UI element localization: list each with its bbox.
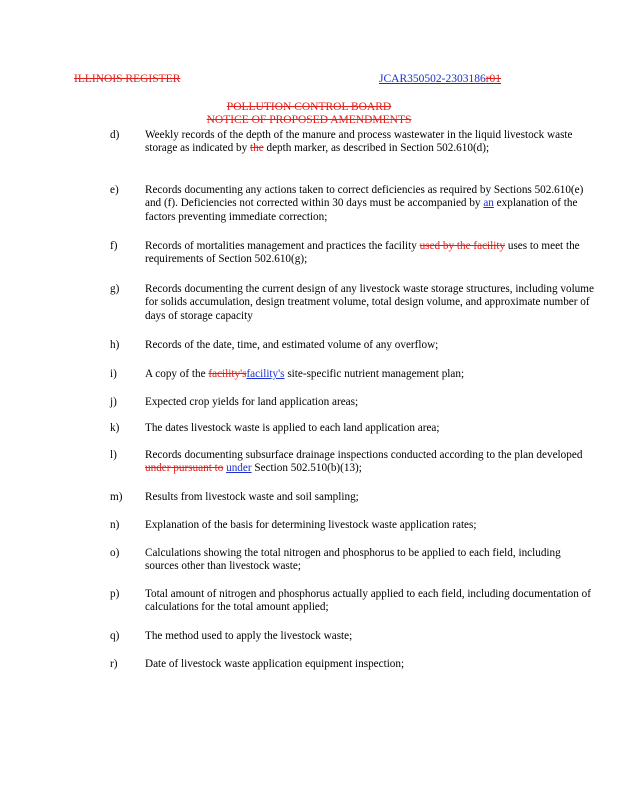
item-text: [145, 396, 595, 409]
jcar-code-main: JCAR350502-2303186: [379, 73, 486, 85]
item-letter: h): [110, 339, 120, 351]
item-letter: l): [110, 449, 117, 461]
item-text: [145, 491, 595, 504]
text-segment: Weekly records of the depth of the manure and process wastewater in the liquid livestock waste storage as indicated by: [145, 129, 573, 155]
deleted-text: the: [250, 142, 264, 155]
deleted-text: facility's: [208, 368, 247, 380]
text-segment: site-specific nutrient management plan;: [284, 368, 465, 380]
item-text: [145, 283, 595, 323]
item-text: [145, 449, 595, 476]
item-text: [145, 339, 595, 352]
item-letter: i): [110, 368, 117, 380]
item-letter: p): [110, 588, 120, 600]
agency-title: POLLUTION CONTROL BOARD: [226, 101, 392, 113]
text-segment: Section 502.510(b)(13);: [251, 462, 362, 475]
item-text: [145, 129, 595, 156]
item-letter: k): [110, 422, 120, 434]
item-letter: d): [110, 129, 120, 141]
item-text: [145, 184, 595, 224]
text-segment: Records documenting subsurface drainage inspections conducted according to the plan developed: [145, 449, 583, 461]
item-letter: f): [110, 240, 118, 252]
text-segment: Records documenting the current design of any livestock waste storage structures, including volume for solids accumulation, design treatment volume, total design volume, and approximate number of days of storage capacity: [145, 283, 594, 322]
text-segment: A copy of the: [145, 368, 209, 380]
text-segment: Calculations showing the total nitrogen and phosphorus to be applied to each field, including sources other than livestock waste;: [145, 547, 561, 573]
item-letter: e): [110, 184, 119, 196]
item-letter: o): [110, 547, 120, 559]
text-segment: Expected crop yields for land application areas;: [145, 396, 359, 408]
text-segment: Total amount of nitrogen and phosphorus actually applied to each field, including documentation of calculations for the total amount applied;: [145, 588, 591, 614]
item-text: [145, 422, 595, 435]
deleted-text: used by the facility: [419, 240, 506, 252]
text-segment: The method used to apply the livestock waste;: [145, 630, 353, 642]
text-segment: explanation of the factors preventing immediate correction;: [145, 197, 578, 223]
inserted-text: an: [483, 197, 494, 210]
register-header: ILLINOIS REGISTER: [74, 73, 181, 85]
notice-title: NOTICE OF PROPOSED AMENDMENTS: [206, 114, 412, 126]
inserted-text: under: [226, 462, 252, 475]
item-letter: n): [110, 519, 120, 531]
inserted-text: facility's: [246, 368, 285, 380]
item-text: [145, 368, 595, 381]
item-letter: j): [110, 396, 117, 408]
text-segment: The dates livestock waste is applied to each land application area;: [145, 422, 440, 434]
deleted-text: under pursuant to: [145, 462, 224, 475]
item-letter: g): [110, 283, 120, 295]
item-text: [145, 658, 595, 671]
item-text: [145, 547, 595, 574]
item-letter: r): [110, 658, 118, 670]
text-segment: Records documenting any actions taken to correct deficiencies as required by Sections 502.610(e) and (f). Deficiencies not corrected within 30 days must be accompanied by: [145, 184, 584, 210]
text-segment: Records of the date, time, and estimated volume of any overflow;: [145, 339, 439, 351]
text-segment: Records of mortalities management and practices the facility: [145, 240, 420, 252]
jcar-code: [379, 73, 501, 85]
text-segment: depth marker, as described in Section 502.610(d);: [263, 142, 490, 155]
item-letter: q): [110, 630, 120, 642]
jcar-code-deleted: r01: [485, 73, 502, 85]
text-segment: Results from livestock waste and soil sampling;: [145, 491, 359, 503]
item-text: [145, 588, 595, 615]
item-text: [145, 630, 595, 643]
item-text: [145, 519, 595, 532]
text-segment: uses to meet the requirements of Section 502.610(g);: [145, 240, 580, 266]
item-letter: m): [110, 491, 123, 503]
text-segment: Explanation of the basis for determining livestock waste application rates;: [145, 519, 477, 531]
text-segment: Date of livestock waste application equipment inspection;: [145, 658, 405, 670]
item-text: [145, 240, 595, 267]
